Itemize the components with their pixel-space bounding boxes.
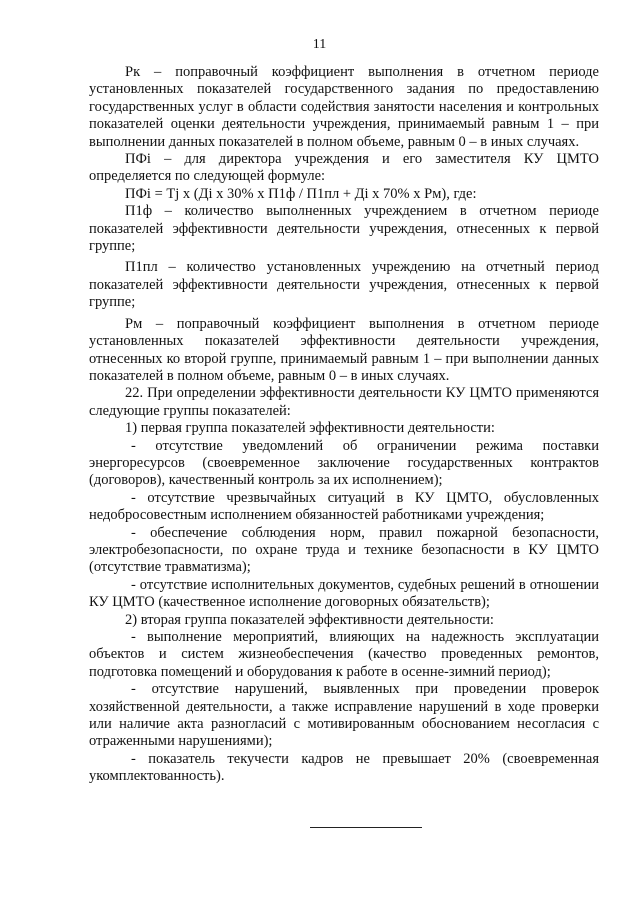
- group-2-heading: 2) вторая группа показателей эффективности деятельности:: [125, 611, 494, 628]
- paragraph-rk: Рк – поправочный коэффициент выполнения в отчетном периоде установленных показателей государственного задания по предоставлению государственных услуг в области содействия занятости населения и контрольных показателей оценки деятельности учреждения, принимаемый равным 1 – при выполнении данных показателей в полном объеме, равным 0 – в иных случаях.: [89, 64, 599, 150]
- list-item: - отсутствие нарушений, выявленных при проведении проверок хозяйственной деятельности, а также исправление нарушений в ходе проверки или наличие акта разногласий с мотивированным обоснованием несогласия с отраженными нарушениями);: [89, 681, 599, 750]
- list-item: - отсутствие исполнительных документов, судебных решений в отношении КУ ЦМТО (качественное исполнение договорных обязательств);: [89, 576, 599, 611]
- formula-pfi: ПФi = Тj х (Дi х 30% х П1ф / П1пл + Дi х 70% х Рм), где:: [125, 185, 477, 202]
- list-item: - отсутствие чрезвычайных ситуаций в КУ ЦМТО, обусловленных недобросовестным исполнением обязанностей работниками учреждения;: [89, 489, 599, 524]
- list-item: - выполнение мероприятий, влияющих на надежность эксплуатации объектов и систем жизнеобеспечения (качество проведенных ремонтов, подготовка помещений и оборудования к работе в осенне-зимний период);: [89, 629, 599, 680]
- paragraph-p1f: П1ф – количество выполненных учреждением в отчетном периоде показателей эффективности деятельности учреждения, отнесенных к первой группе;: [89, 203, 599, 255]
- group-1-heading: 1) первая группа показателей эффективности деятельности:: [125, 420, 495, 437]
- paragraph-pfi: ПФi – для директора учреждения и его заместителя КУ ЦМТО определяется по следующей формуле:: [89, 151, 599, 185]
- document-body: [89, 64, 599, 786]
- paragraph-22: 22. При определении эффективности деятельности КУ ЦМТО применяются следующие группы показателей:: [89, 385, 599, 419]
- paragraph-rm: Рм – поправочный коэффициент выполнения в отчетном периоде установленных показателей эффективности деятельности учреждения, отнесенных ко второй группе, принимаемый равным 1 – при выполнении данных показателей в полном объеме, равным 0 – в иных случаях.: [89, 315, 599, 384]
- list-item: - обеспечение соблюдения норм, правил пожарной безопасности, электробезопасности, по охране труда и технике безопасности в КУ ЦМТО (отсутствие травматизма);: [89, 524, 599, 576]
- footer-divider: [310, 827, 422, 828]
- list-item: - показатель текучести кадров не превышает 20% (своевременная укомплектованность).: [89, 750, 599, 785]
- list-item: - отсутствие уведомлений об ограничении режима поставки энергоресурсов (своевременное заключение государственных контрактов (договоров), качественный контроль за их исполнением);: [89, 437, 599, 489]
- paragraph-p1pl: П1пл – количество установленных учреждению на отчетный период показателей эффективности деятельности учреждения, отнесенных к первой группе;: [89, 259, 599, 311]
- page-number: 11: [312, 37, 327, 52]
